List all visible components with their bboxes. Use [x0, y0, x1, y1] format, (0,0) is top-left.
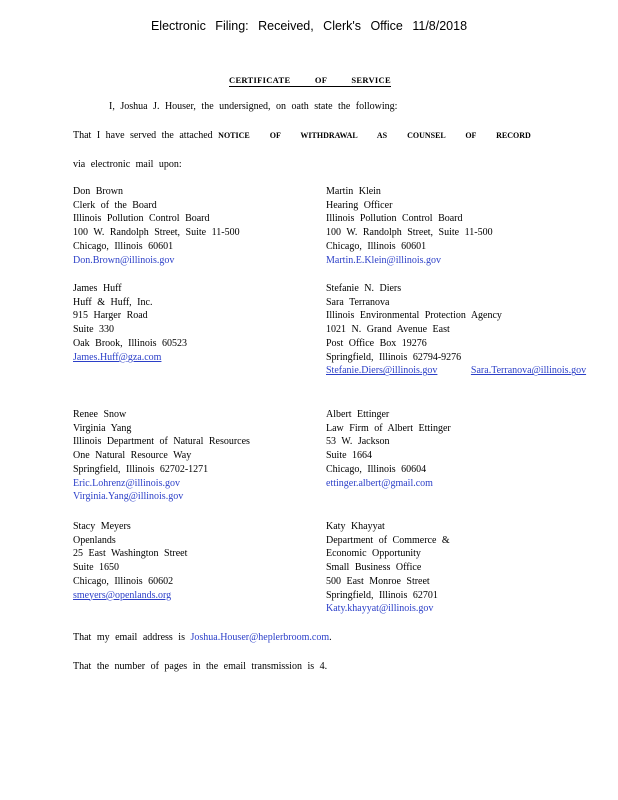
recipient-line: Oak Brook, Illinois 60523	[73, 337, 187, 349]
recipient-line: Law Firm of Albert Ettinger	[326, 422, 451, 434]
electronic-filing-header: Electronic Filing: Received, Clerk's Office 11/8/2018	[150, 19, 468, 33]
recipient-line: James Huff	[73, 283, 122, 294]
recipient-email-link[interactable]: Sara.Terranova@illinois.gov	[470, 365, 587, 377]
recipient-block	[326, 282, 614, 378]
recipient-line: Chicago, Illinois 60602	[73, 575, 174, 587]
recipient-line: Chicago, Illinois 60601	[73, 240, 174, 252]
recipient-line: Martin Klein	[326, 186, 381, 197]
recipient-line: Sara Terranova	[326, 296, 390, 308]
recipient-line: Illinois Pollution Control Board	[326, 213, 463, 225]
recipient-line: Renee Snow	[73, 409, 127, 420]
email-statement-prefix: That my email address is	[73, 632, 185, 643]
recipient-line: Openlands	[73, 534, 116, 546]
recipient-line: Springfield, Illinois 62794-9276	[326, 351, 462, 363]
pages-statement: That the number of pages in the email transmission is 4.	[73, 661, 328, 672]
recipient-line: Virginia Yang	[73, 422, 132, 434]
recipient-line: Springfield, Illinois 62701	[326, 589, 438, 601]
recipient-line: Illinois Pollution Control Board	[73, 213, 210, 225]
recipient-line: Suite 330	[73, 324, 115, 336]
recipient-line: Illinois Environmental Protection Agency	[326, 310, 502, 322]
recipient-line: Economic Opportunity	[326, 548, 421, 560]
recipient-block	[73, 408, 250, 504]
served-statement	[73, 130, 531, 141]
recipient-email-link[interactable]: Stefanie.Diers@illinois.gov	[326, 365, 438, 377]
recipient-line: Stefanie N. Diers	[326, 283, 402, 294]
recipient-line: 100 W. Randolph Street, Suite 11-500	[73, 227, 240, 239]
recipient-email-link[interactable]: Katy.khayyat@illinois.gov	[326, 603, 434, 615]
email-statement-suffix: .	[329, 632, 332, 643]
recipient-line: Albert Ettinger	[326, 409, 390, 420]
recipient-line: 25 East Washington Street	[73, 548, 188, 560]
recipient-line: Katy Khayyat	[326, 521, 385, 532]
recipient-line: Clerk of the Board	[73, 199, 157, 211]
recipient-line: 915 Harger Road	[73, 310, 148, 322]
recipient-line: Suite 1664	[326, 450, 373, 462]
recipient-line: Springfield, Illinois 62702-1271	[73, 463, 209, 475]
recipient-line: 100 W. Randolph Street, Suite 11-500	[326, 227, 493, 239]
via-statement: via electronic mail upon:	[73, 159, 182, 170]
recipient-line: Department of Commerce &	[326, 534, 450, 546]
recipient-line: Chicago, Illinois 60601	[326, 240, 427, 252]
recipient-block	[73, 520, 195, 602]
recipient-email-link[interactable]: ettinger.albert@gmail.com	[326, 477, 433, 489]
recipient-line: 1021 N. Grand Avenue East	[326, 324, 450, 336]
recipient-line: 53 W. Jackson	[326, 436, 390, 448]
recipient-line: 500 East Monroe Street	[326, 575, 430, 587]
recipient-email-link[interactable]: smeyers@openlands.org	[73, 589, 172, 601]
recipient-block	[326, 520, 450, 616]
recipient-block	[326, 185, 493, 267]
recipient-line: One Natural Resource Way	[73, 450, 192, 462]
served-prefix: That I have served the attached	[73, 130, 213, 141]
recipient-block	[73, 185, 240, 267]
recipient-email-link[interactable]: Eric.Lohrenz@illinois.gov	[73, 477, 180, 489]
recipient-line: Hearing Officer	[326, 199, 393, 211]
recipient-email-link[interactable]: James.Huff@gza.com	[73, 351, 162, 363]
recipient-email-link[interactable]: Martin.E.Klein@illinois.gov	[326, 254, 442, 266]
email-statement	[73, 632, 332, 643]
recipient-block	[326, 408, 451, 490]
recipient-line: Stacy Meyers	[73, 521, 131, 532]
recipient-line: Chicago, Illinois 60604	[326, 463, 427, 475]
recipient-email-link[interactable]: Virginia.Yang@illinois.gov	[73, 491, 184, 503]
recipient-line: Small Business Office	[326, 562, 422, 574]
served-document-title: NOTICE OF WITHDRAWAL AS COUNSEL OF RECORD	[218, 131, 531, 140]
recipient-line: Post Office Box 19276	[326, 337, 427, 349]
certificate-title: CERTIFICATE OF SERVICE	[229, 75, 391, 85]
recipient-line: Illinois Department of Natural Resources	[73, 436, 250, 448]
recipient-email-link[interactable]: Don.Brown@illinois.gov	[73, 254, 175, 266]
intro-statement: I, Joshua J. Houser, the undersigned, on oath state the following:	[109, 101, 398, 112]
recipient-block	[73, 282, 187, 364]
recipient-line: Suite 1650	[73, 562, 120, 574]
recipient-line: Huff & Huff, Inc.	[73, 296, 153, 308]
recipient-line: Don Brown	[73, 186, 123, 197]
author-email-link[interactable]: Joshua.Houser@heplerbroom.com	[190, 632, 330, 643]
